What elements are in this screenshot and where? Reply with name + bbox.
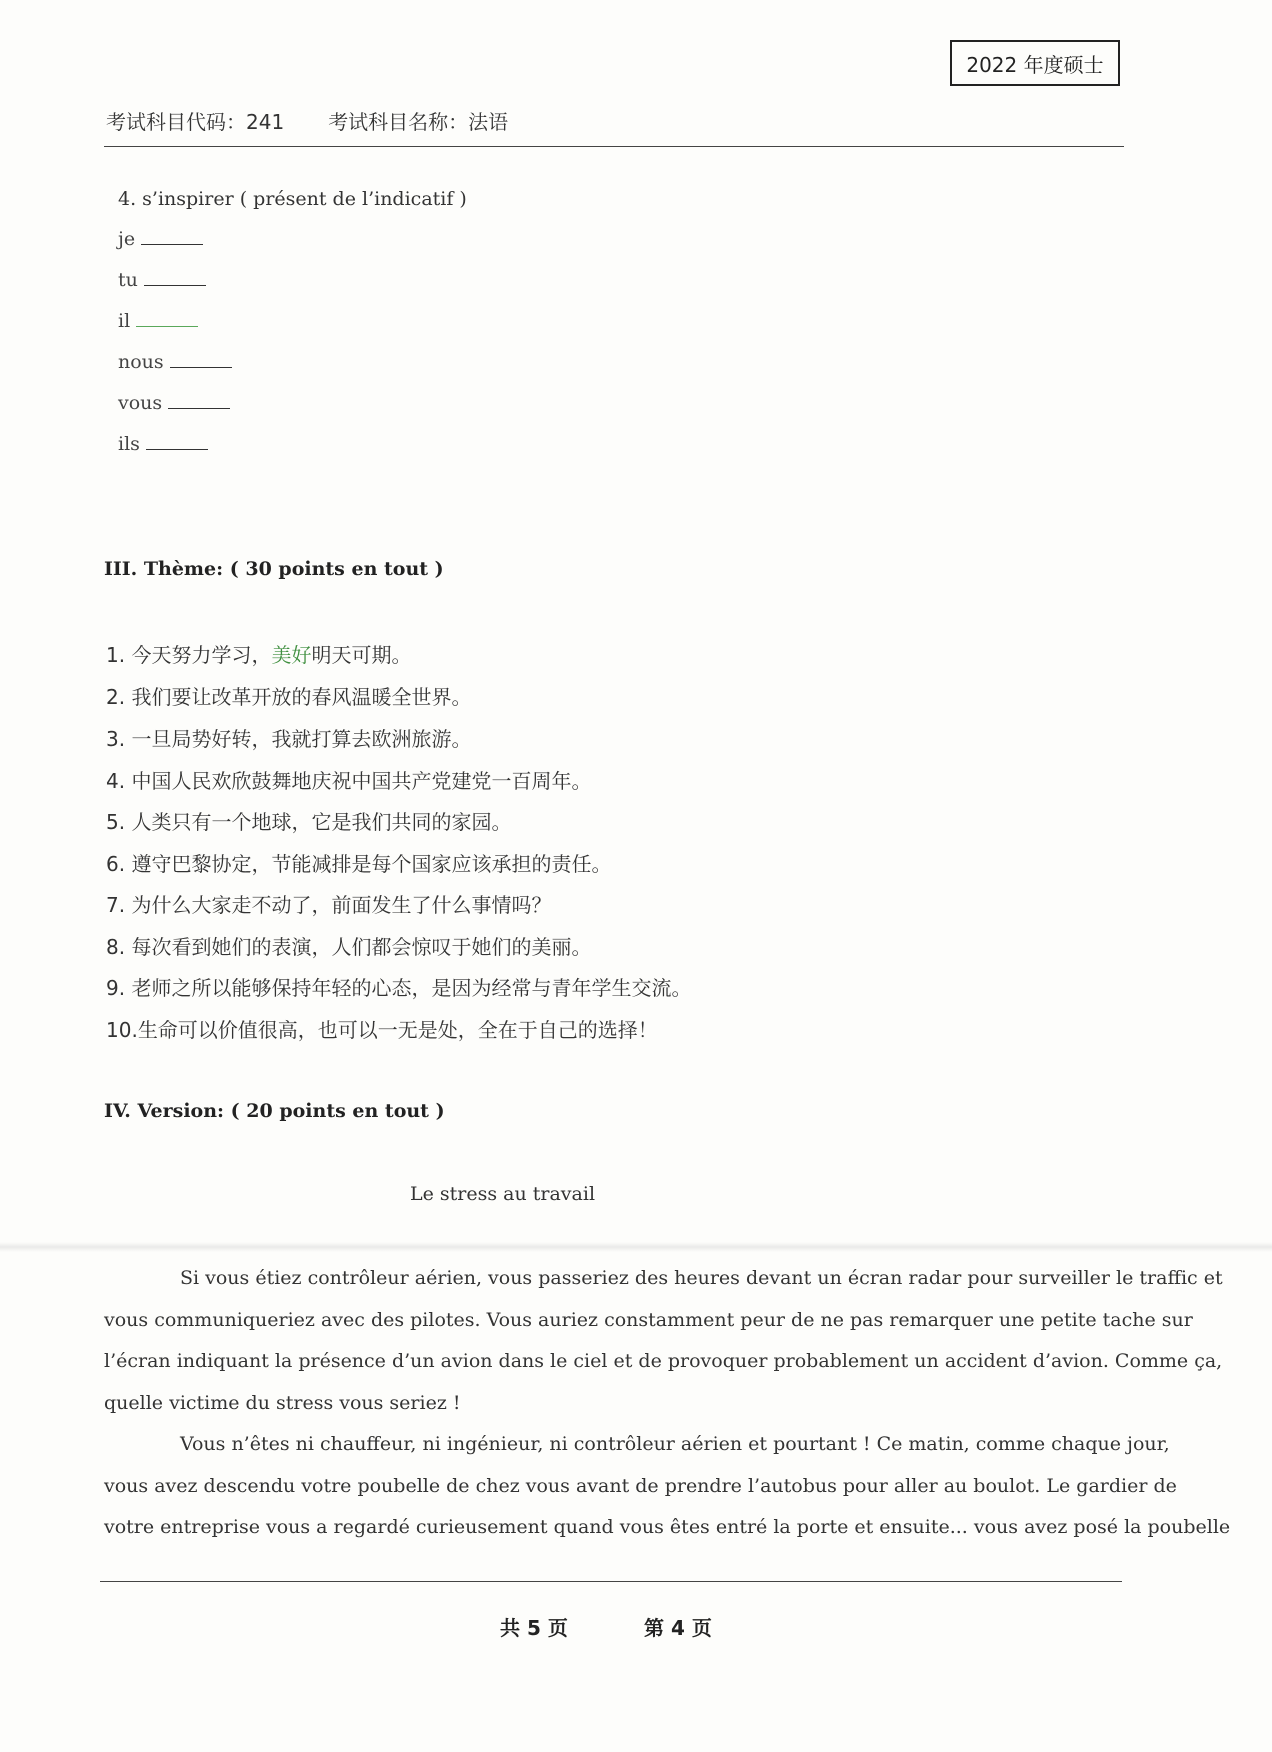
item-number: 6. [106,852,126,876]
exam-header [106,106,508,135]
item-text: 老师之所以能够保持年轻的心态，是因为经常与青年学生交流。 [131,976,692,1000]
theme-item [106,931,591,960]
pronoun: tu [118,269,138,291]
item-number: 10. [106,1018,138,1042]
conjugation-row [118,351,232,373]
item-number: 7. [106,893,126,917]
section-4-title: IV. Version: ( 20 points en tout ) [104,1100,445,1122]
theme-item [106,889,551,918]
theme-item [106,681,471,710]
paragraph-line: Vous n’êtes ni chauffeur, ni ingénieur, ni contrôleur aérien et pourtant ! Ce matin, comme chaque jour, [180,1433,1170,1455]
item-text: 明天可期。 [311,643,412,667]
header-divider [104,146,1124,147]
pronoun: je [118,228,136,250]
theme-item [106,1014,658,1043]
item-number: 1. [106,643,126,667]
total-pages: 共 5 页 [500,1616,568,1640]
pronoun: ils [118,433,140,455]
theme-item [106,806,511,835]
item-text: 今天努力学习， [131,643,272,667]
item-number: 3. [106,727,126,751]
item-text: 人类只有一个地球，它是我们共同的家园。 [131,810,512,834]
paragraph-line: vous avez descendu votre poubelle de chez vous avant de prendre l’autobus pour aller au boulot. Le gardier de [104,1474,1177,1497]
theme-item [106,765,591,794]
paragraph-line: votre entreprise vous a regardé curieusement quand vous êtes entré la porte et ensuite... vous avez posé la poubelle [104,1516,1231,1538]
version-paragraph-1 [104,1258,1223,1424]
item-text: 为什么大家走不动了，前面发生了什么事情吗？ [131,893,552,917]
item-text: 每次看到她们的表演，人们都会惊叹于她们的美丽。 [131,935,592,959]
item-number: 5. [106,810,126,834]
paragraph-line: quelle victime du stress vous seriez ! [104,1391,461,1414]
subject-name: 考试科目名称：法语 [328,110,509,134]
item-text: 遵守巴黎协定，节能减排是每个国家应该承担的责任。 [131,852,612,876]
theme-item [106,848,611,877]
answer-blank [144,271,206,286]
paragraph-line: l’écran indiquant la présence d’un avion dans le ciel et de provoquer probablement un accident d’avion. Comme ça, [104,1350,1223,1372]
conjugation-row [118,392,230,414]
answer-blank [146,435,208,450]
answer-blank [170,353,232,368]
conjugation-row [118,269,206,291]
section-3-title: III. Thème: ( 30 points en tout ) [104,558,444,580]
answer-blank [141,230,203,245]
item-number: 9. [106,976,126,1000]
version-text-title: Le stress au travail [410,1183,596,1205]
conjugation-title: 4. s’inspirer ( présent de l’indicatif ) [118,188,467,210]
subject-code: 考试科目代码：241 [106,110,285,134]
current-page: 第 4 页 [644,1616,712,1640]
theme-item [106,972,691,1001]
year-badge: 2022 年度硕士 [950,40,1120,86]
item-number: 4. [106,769,126,793]
item-number: 2. [106,685,126,709]
item-text: 一旦局势好转，我就打算去欧洲旅游。 [131,727,472,751]
pronoun: il [118,310,131,332]
conjugation-row [118,433,208,455]
answer-blank [168,394,230,409]
pronoun: nous [118,351,164,373]
theme-item [106,639,411,668]
conjugation-row [118,310,198,332]
answer-blank [136,312,198,327]
item-text: 中国人民欢欣鼓舞地庆祝中国共产党建党一百周年。 [131,769,592,793]
footer-divider [100,1581,1122,1582]
item-text: 我们要让改革开放的春风温暖全世界。 [131,685,472,709]
item-number: 8. [106,935,126,959]
item-text-highlight: 美好 [271,643,312,667]
paragraph-line: vous communiqueriez avec des pilotes. Vous auriez constamment peur de ne pas remarquer une petite tache sur [104,1308,1193,1331]
theme-item [106,723,471,752]
item-text: 生命可以价值很高，也可以一无是处，全在于自己的选择！ [137,1018,658,1042]
pronoun: vous [118,392,163,414]
paragraph-line: Si vous étiez contrôleur aérien, vous passeriez des heures devant un écran radar pour surveiller le traffic et [180,1267,1223,1289]
paper-fold [0,1242,1272,1252]
version-paragraph-2 [104,1424,1231,1549]
conjugation-row [118,228,203,250]
